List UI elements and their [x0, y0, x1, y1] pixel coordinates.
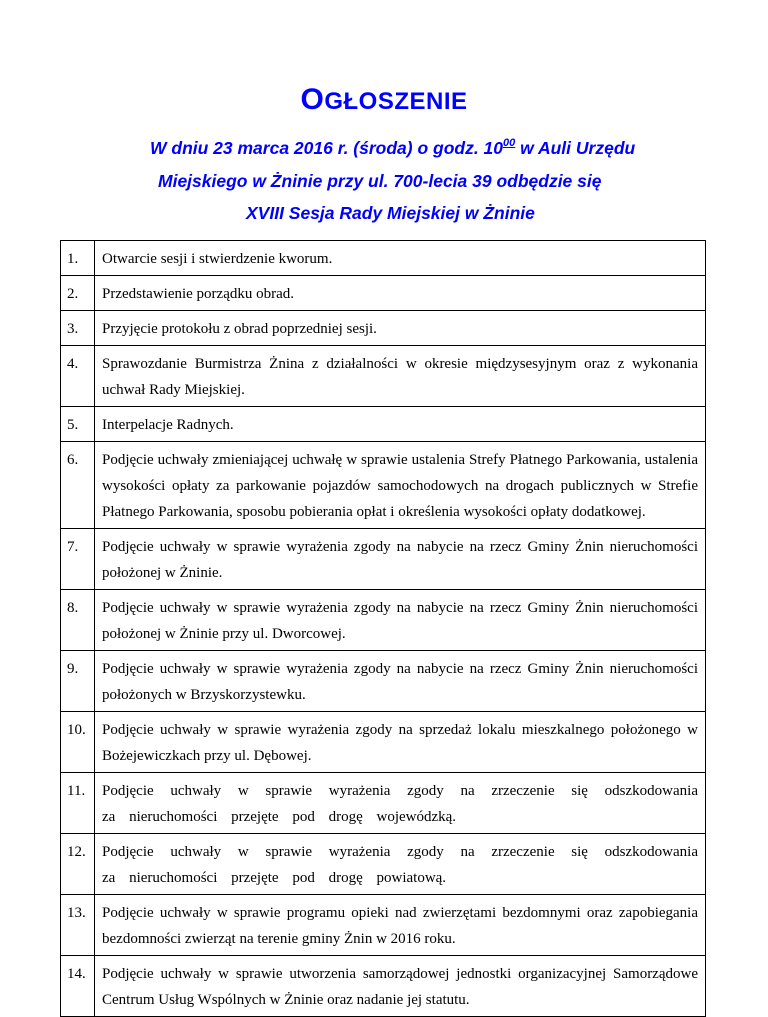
agenda-table	[60, 240, 706, 1017]
item-number: 3.	[61, 311, 95, 346]
item-text: Otwarcie sesji i stwierdzenie kworum.	[95, 241, 706, 276]
item-text: Podjęcie uchwały w sprawie wyrażenia zgody na zrzeczenie się odszkodowania za nieruchomości przejęte pod drogę powiatową.	[95, 834, 706, 895]
item-text: Przyjęcie protokołu z obrad poprzedniej sesji.	[95, 311, 706, 346]
title-rest: GŁOSZENIE	[324, 88, 468, 115]
time-minutes: 00	[503, 137, 516, 150]
item-text: Przedstawienie porządku obrad.	[95, 276, 706, 311]
item-number: 1.	[61, 241, 95, 276]
item-number: 2.	[61, 276, 95, 311]
item-number: 11.	[61, 773, 95, 834]
item-number: 9.	[61, 651, 95, 712]
table-row	[61, 311, 706, 346]
item-text: Podjęcie uchwały w sprawie wyrażenia zgody na nabycie na rzecz Gminy Żnin nieruchomości położonych w Brzyskorzystewku.	[95, 651, 706, 712]
table-row	[61, 346, 706, 407]
item-text: Podjęcie uchwały w sprawie programu opieki nad zwierzętami bezdomnymi oraz zapobiegania bezdomności zwierząt na terenie gminy Żnin w 2016 roku.	[95, 895, 706, 956]
item-number: 5.	[61, 407, 95, 442]
table-row	[61, 834, 706, 895]
table-row	[61, 895, 706, 956]
table-row	[61, 956, 706, 1017]
announcement-line-1	[150, 138, 635, 159]
item-text: Sprawozdanie Burmistrza Żnina z działalności w okresie międzysesyjnym oraz z wykonania uchwał Rady Miejskiej.	[95, 346, 706, 407]
item-text: Podjęcie uchwały w sprawie wyrażenia zgody na sprzedaż lokalu mieszkalnego położonego w Bożejewiczkach przy ul. Dębowej.	[95, 712, 706, 773]
table-row	[61, 407, 706, 442]
table-row	[61, 773, 706, 834]
table-row	[61, 529, 706, 590]
item-number: 13.	[61, 895, 95, 956]
line1-text: W dniu 23 marca 2016 r. (środa) o godz. 10	[150, 138, 504, 158]
item-number: 6.	[61, 442, 95, 529]
item-text: Podjęcie uchwały zmieniającej uchwałę w sprawie ustalenia Strefy Płatnego Parkowania, ustalenia wysokości opłaty za parkowanie pojazdów samochodowych na drogach publicznych w Strefie Płatnego Parkowania, sposobu pobierania opłat i określenia wysokości opłaty dodatkowej.	[95, 442, 706, 529]
announcement-line-3: XVIII Sesja Rady Miejskiej w Żninie	[246, 203, 535, 223]
item-number: 12.	[61, 834, 95, 895]
item-number: 10.	[61, 712, 95, 773]
table-row	[61, 590, 706, 651]
table-row	[61, 276, 706, 311]
item-text: Interpelacje Radnych.	[95, 407, 706, 442]
announcement-line-2: Miejskiego w Żninie przy ul. 700-lecia 39 odbędzie się	[158, 171, 602, 191]
page-title	[0, 83, 768, 117]
item-text: Podjęcie uchwały w sprawie wyrażenia zgody na nabycie na rzecz Gminy Żnin nieruchomości położonej w Żninie przy ul. Dworcowej.	[95, 590, 706, 651]
item-number: 14.	[61, 956, 95, 1017]
item-text: Podjęcie uchwały w sprawie wyrażenia zgody na zrzeczenie się odszkodowania za nieruchomości przejęte pod drogę wojewódzką.	[95, 773, 706, 834]
table-row	[61, 712, 706, 773]
table-row	[61, 442, 706, 529]
item-number: 7.	[61, 529, 95, 590]
item-number: 8.	[61, 590, 95, 651]
item-number: 4.	[61, 346, 95, 407]
table-row	[61, 651, 706, 712]
item-text: Podjęcie uchwały w sprawie wyrażenia zgody na nabycie na rzecz Gminy Żnin nieruchomości położonej w Żninie.	[95, 529, 706, 590]
table-row	[61, 241, 706, 276]
line1-tail: w Auli Urzędu	[515, 138, 636, 158]
title-initial: O	[300, 83, 325, 116]
item-text: Podjęcie uchwały w sprawie utworzenia samorządowej jednostki organizacyjnej Samorządowe Centrum Usług Wspólnych w Żninie oraz nadanie jej statutu.	[95, 956, 706, 1017]
